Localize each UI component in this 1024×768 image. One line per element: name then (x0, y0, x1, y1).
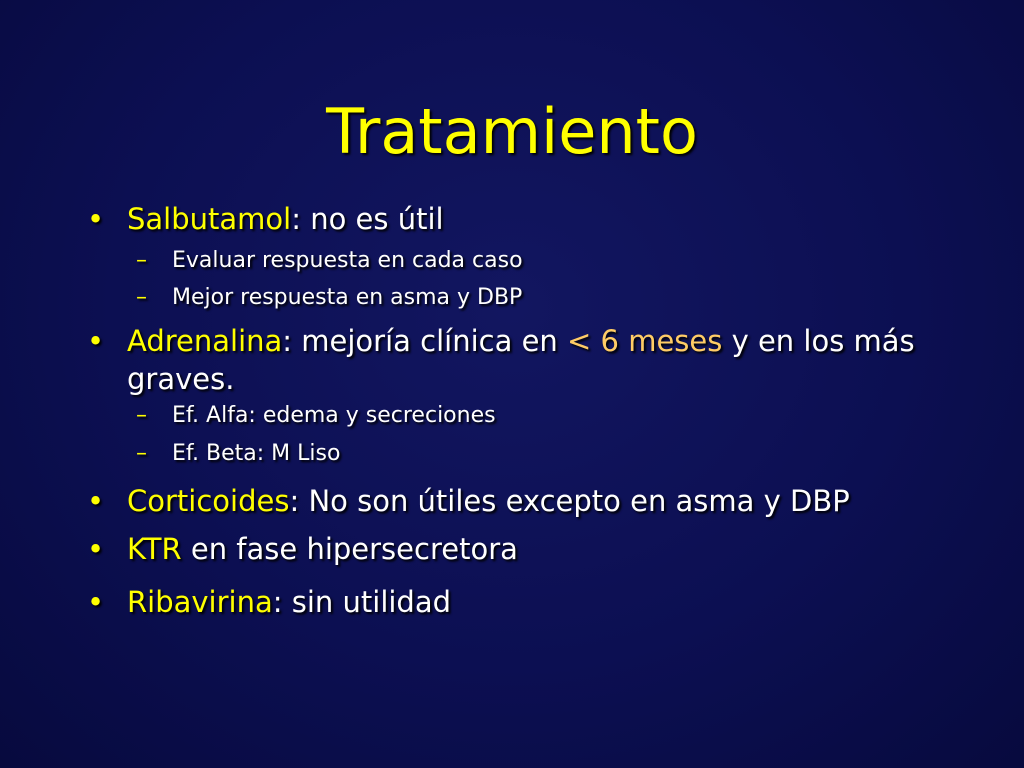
subitem-text: Evaluar respuesta en cada caso (172, 248, 523, 273)
bullet-marker: • (87, 484, 105, 518)
bullet-text-continuation: graves. (127, 362, 235, 396)
dash-marker: – (136, 285, 147, 310)
bullet-separator: : (289, 484, 300, 518)
subitem-text: Ef. Alfa: edema y secreciones (172, 403, 496, 428)
bullet-text: no es útil (301, 202, 444, 236)
bullet-ribavirina (127, 583, 451, 621)
bullet-text: mejoría clínica en (292, 324, 568, 358)
bullet-salbutamol (127, 200, 444, 238)
bullet-corticoides (127, 482, 850, 520)
bullet-marker: • (87, 202, 105, 236)
bullet-text: No son útiles excepto en asma y DBP (299, 484, 850, 518)
bullet-ktr (127, 530, 518, 568)
bullet-marker: • (87, 532, 105, 566)
dash-marker: – (136, 441, 147, 466)
dash-marker: – (136, 403, 147, 428)
bullet-text: y en los más (722, 324, 915, 358)
bullet-separator: : (282, 324, 293, 358)
bullet-term: Salbutamol (127, 202, 292, 236)
bullet-adrenalina (127, 322, 915, 360)
subitem-text: Ef. Beta: M Liso (172, 441, 341, 466)
bullet-term: KTR (127, 532, 182, 566)
bullet-separator: : (272, 585, 283, 619)
slide-title: Tratamiento (326, 95, 698, 168)
bullet-highlight: < 6 meses (567, 324, 723, 358)
dash-marker: – (136, 248, 147, 273)
bullet-marker: • (87, 585, 105, 619)
bullet-text: en fase hipersecretora (181, 532, 518, 566)
subitem-text: Mejor respuesta en asma y DBP (172, 285, 523, 310)
bullet-term: Corticoides (127, 484, 290, 518)
bullet-separator: : (291, 202, 301, 236)
bullet-term: Ribavirina (127, 585, 273, 619)
bullet-term: Adrenalina (127, 324, 283, 358)
bullet-text: sin utilidad (282, 585, 452, 619)
bullet-marker: • (87, 324, 105, 358)
